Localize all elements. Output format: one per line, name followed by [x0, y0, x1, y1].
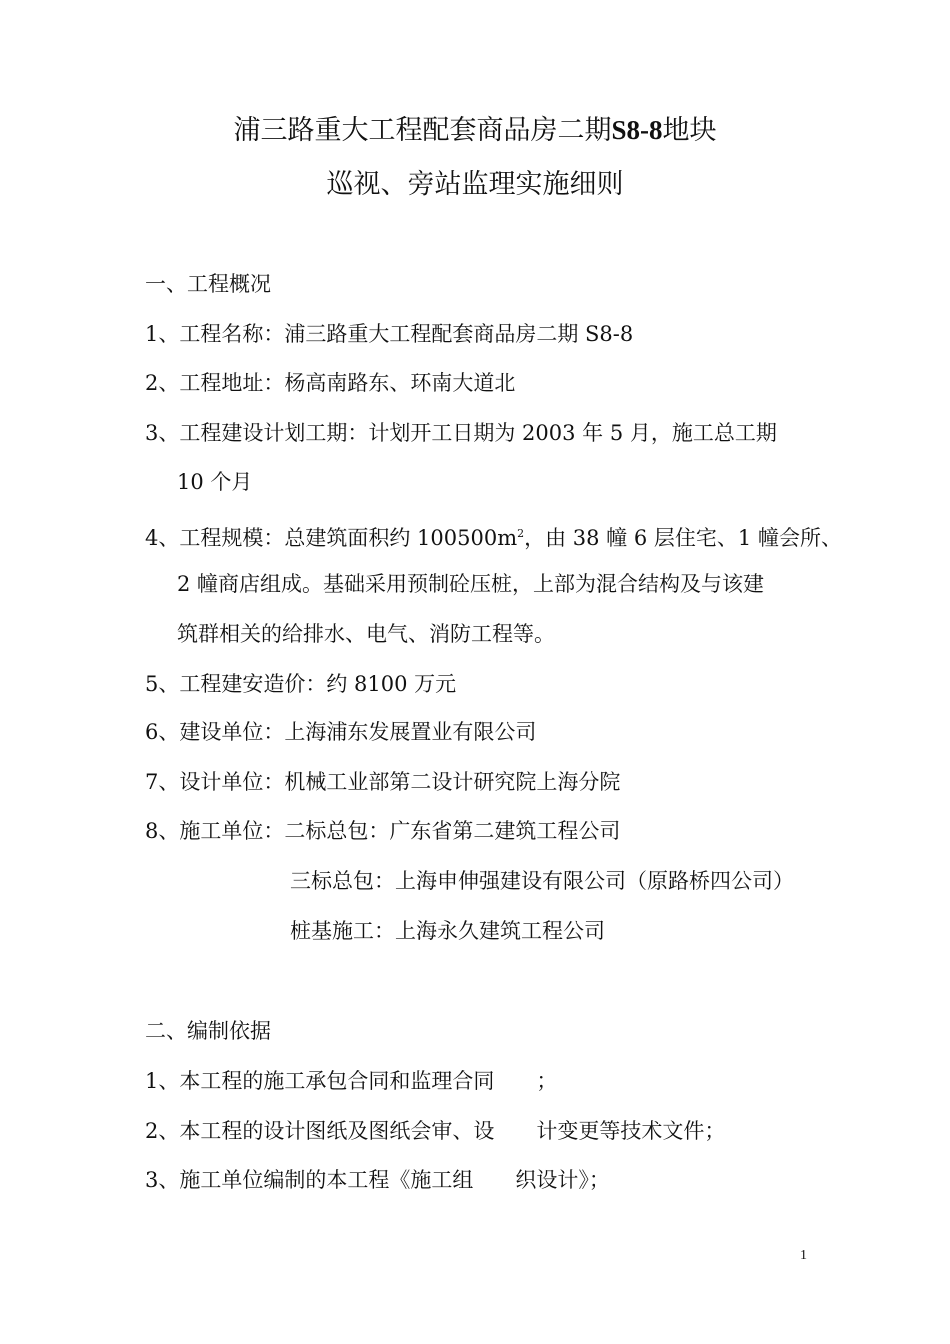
section2-heading: 二、编制依据 — [145, 1019, 271, 1043]
basis-item-1: 1、本工程的施工承包合同和监理合同 ； — [145, 1069, 558, 1093]
project-scale-cont1: 2 幢商店组成。基础采用预制砼压桩，上部为混合结构及与该建 — [177, 572, 765, 596]
project-cost-item: 5、工程建安造价：约 8100 万元 — [145, 672, 457, 696]
page-number: 1 — [800, 1248, 807, 1263]
section1-heading: 一、工程概况 — [145, 272, 271, 296]
document-title-line2: 巡视、旁站监理实施细则 — [326, 169, 624, 200]
project-schedule-item: 3、工程建设计划工期：计划开工日期为 2003 年 5 月，施工总工期 — [145, 421, 777, 445]
basis-item-2: 2、本工程的设计图纸及图纸会审、设 计变更等技术文件； — [145, 1119, 726, 1143]
project-scale-item — [145, 519, 842, 553]
project-scale-text-cont: ，由 38 幢 6 层住宅、1 幢会所、 — [524, 526, 842, 550]
project-name-item: 1、工程名称：浦三路重大工程配套商品房二期 S8-8 — [145, 322, 634, 346]
construction-unit-item-3: 桩基施工：上海永久建筑工程公司 — [290, 919, 605, 943]
project-scale-cont2: 筑群相关的给排水、电气、消防工程等。 — [177, 622, 555, 646]
project-scale-text: 4、工程规模：总建筑面积约 100500m — [145, 526, 518, 550]
title-part2: 地块 — [662, 115, 717, 146]
title-bold-code: S8-8 — [611, 115, 663, 145]
document-title-line1 — [0, 112, 950, 149]
area-unit-superscript: 2 — [517, 527, 525, 540]
basis-item-3: 3、施工单位编制的本工程《施工组 织设计》； — [145, 1168, 610, 1192]
project-address-item: 2、工程地址：杨高南路东、环南大道北 — [145, 371, 516, 395]
design-unit-item: 7、设计单位：机械工业部第二设计研究院上海分院 — [145, 770, 621, 794]
project-schedule-cont: 10 个月 — [177, 470, 253, 494]
owner-unit-item: 6、建设单位：上海浦东发展置业有限公司 — [145, 720, 537, 744]
construction-unit-item: 8、施工单位：二标总包：广东省第二建筑工程公司 — [145, 819, 621, 843]
construction-unit-item-2: 三标总包：上海申伸强建设有限公司（原路桥四公司） — [290, 869, 794, 893]
title-part1: 浦三路重大工程配套商品房二期 — [233, 115, 612, 146]
